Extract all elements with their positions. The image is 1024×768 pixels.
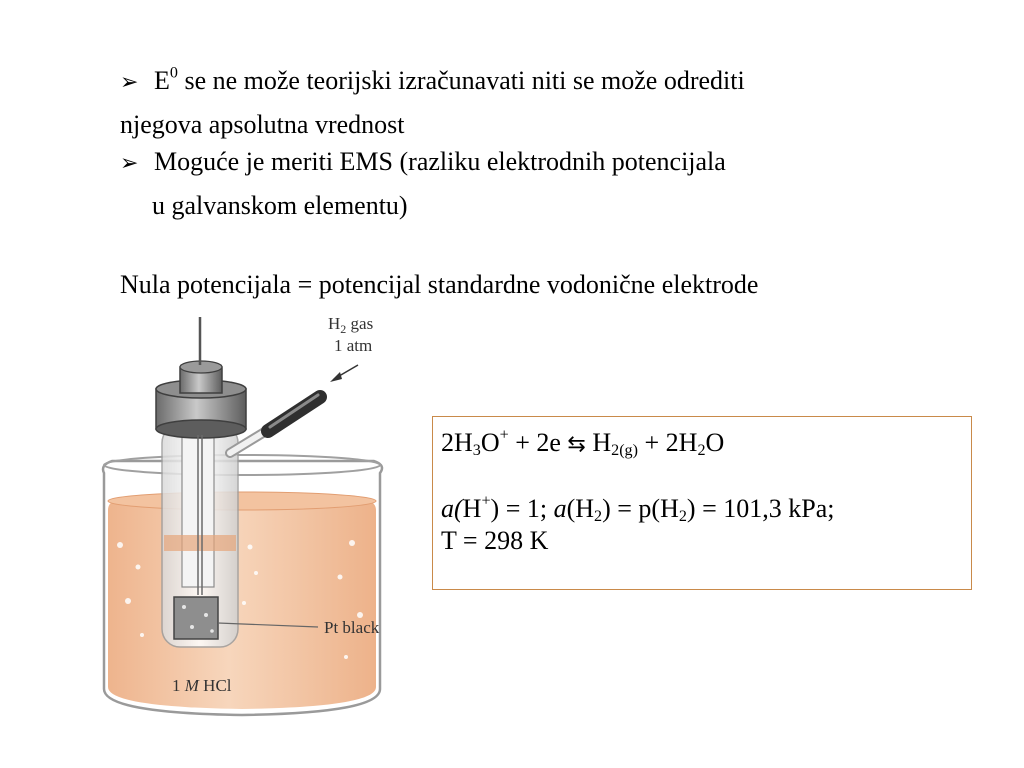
half-reaction: $2H_3O^+ + 2e$ ⇆ $H_{2(g)} + 2H_2O$ xyxy=(441,426,725,460)
equilibrium-arrows-icon: ⇆ xyxy=(567,432,586,457)
bullet-1 xyxy=(120,66,745,98)
bullet-1-text: se ne može teorijski izračunavati niti se može odrediti xyxy=(177,66,745,95)
standard-conditions: a(H+) = 1; $a(H_2) = p(H_2) = 101,3$ kPa; xyxy=(441,492,835,526)
beaker-rim xyxy=(104,455,380,475)
e-superscript: 0 xyxy=(169,64,178,82)
arrow-bullet-icon: ➢ xyxy=(120,70,139,95)
bullet-1-continuation: njegova apsolutna vrednost xyxy=(120,110,405,139)
e-symbol: E xyxy=(154,66,170,95)
pt-black-label: Pt black xyxy=(324,618,380,637)
hcl-solution xyxy=(108,499,376,709)
equation-box xyxy=(432,416,972,590)
pt-black-electrode xyxy=(174,597,218,639)
bullet-2-continuation: u galvanskom elementu) xyxy=(152,191,408,220)
hydrogen-electrode-diagram xyxy=(90,305,410,735)
bullet-2 xyxy=(120,147,726,179)
hcl-label: 1 M HCl xyxy=(172,676,232,695)
temperature: T = 298 K xyxy=(441,526,549,555)
arrow-bullet-icon: ➢ xyxy=(120,151,139,176)
atm-label: 1 atm xyxy=(334,336,373,355)
zero-potential-statement: Nula potencijala = potencijal standardne vodonične elektrode xyxy=(120,270,759,299)
h2-gas-label: $H_2$ gas xyxy=(328,314,374,336)
bullet-2-text: Moguće je meriti EMS (razliku elektrodnih potencijala xyxy=(154,147,726,176)
